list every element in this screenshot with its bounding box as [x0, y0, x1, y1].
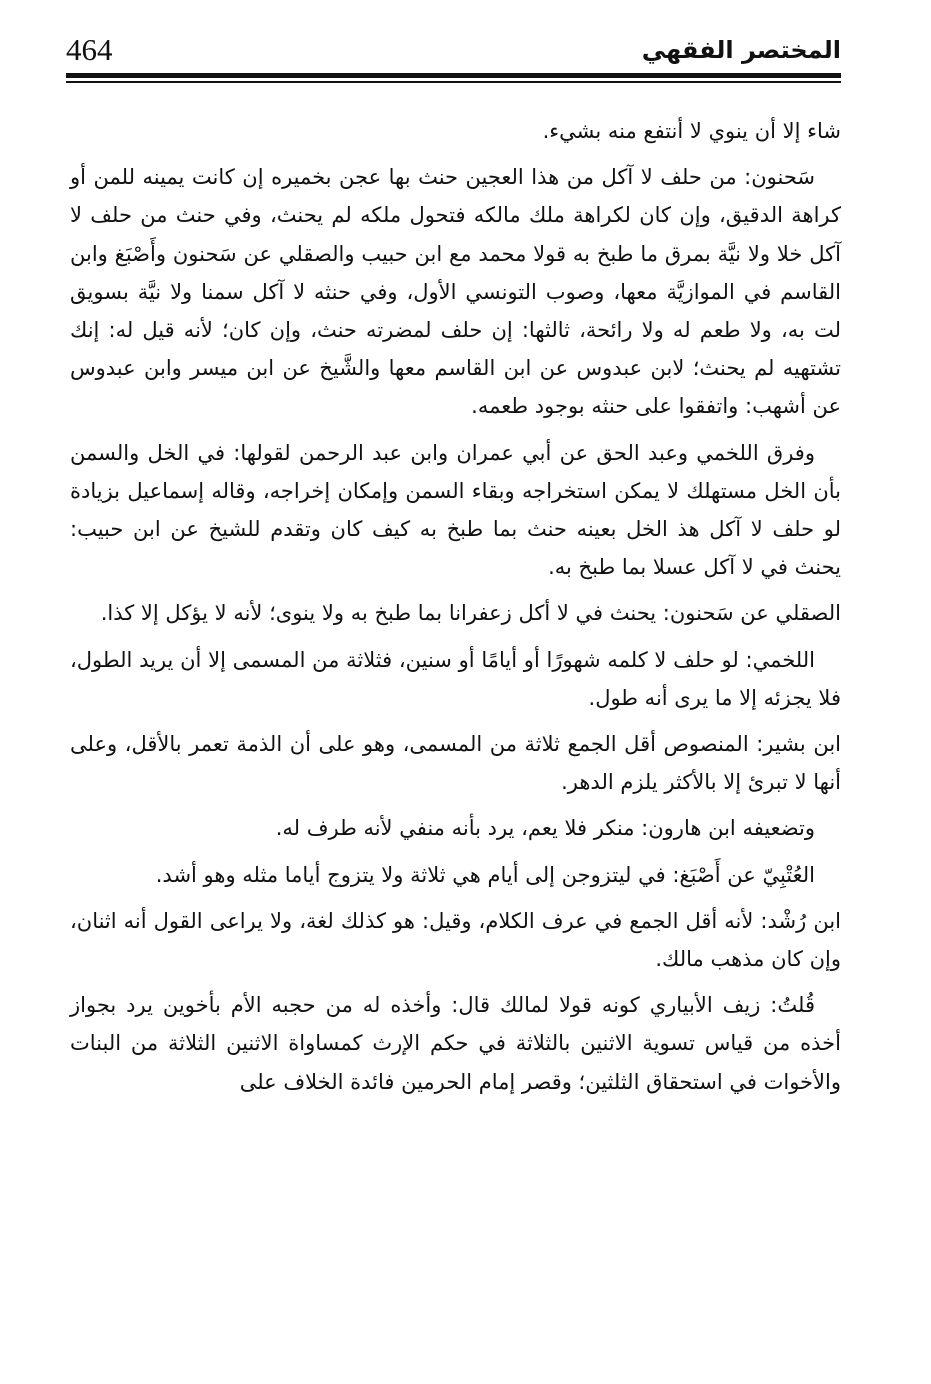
- paragraph: سَحنون: من حلف لا آكل من هذا العجين حنث بها عجن بخميره إن كانت يمينه للمن أو كراهة الدقيق، وإن كان لكراهة ملك مالكه فتحول ملكه لم يحنث، وفي حنث من حلف لا آكل خلا ولا نيَّة بمرق ما طبخ به قولا محمد مع ابن حبيب والصقلي عن سَحنون وأَصْبَغ وابن القاسم في الموازيَّة معها، وصوب التونسي الأول، وفي حنثه لا آكل سمنا ولا نيَّة بسويق لت به، ولا طعم له ولا رائحة، ثالثها: إن حلف لمضرته حنث، وإن كان؛ لأنه قيل له: إنك تشتهيه لم يحنث؛ لابن عبدوس عن ابن القاسم معها والشَّيخ عن ابن ميسر وابن عبدوس عن أشهب: واتفقوا على حنثه بوجود طعمه.: [70, 165, 841, 419]
- main-text: [70, 112, 841, 1109]
- paragraph: ابن رُشْد: لأنه أقل الجمع في عرف الكلام، وقيل: هو كذلك لغة، ولا يراعى القول أنه اثنان، وإن كان مذهب مالك.: [70, 908, 841, 972]
- paragraph: اللخمي: لو حلف لا كلمه شهورًا أو أيامًا أو سنين، فثلاثة من المسمى إلا أن يريد الطول، فلا يجزئه إلا ما يرى أنه طول.: [70, 647, 841, 710]
- running-title: المختصر الفقهي: [641, 36, 841, 64]
- paragraph: شاء إلا أن ينوي لا أنتفع منه بشيء.: [542, 119, 841, 143]
- paragraph: قُلتُ: زيف الأبياري كونه قولا لمالك قال: وأخذه له من حجبه الأم بأخوين يرد بجواز أخذه من قياس تسوية الاثنين بالثلاثة في حكم الإرث كمساواة الاثنين الثلاثة من البنات والأخوات في استحقاق الثلثين؛ وقصر إمام الحرمين فائدة الخلاف على: [70, 993, 841, 1094]
- page-number: 464: [66, 32, 113, 67]
- page-header: [66, 30, 841, 74]
- header-rule-thick: [66, 73, 841, 78]
- paragraph: العُتْبِيّ عن أَصْبَغ: في ليتزوجن إلى أيام هي ثلاثة ولا يتزوج أياما مثله وهو أشد.: [155, 862, 815, 887]
- header-rule-thin: [66, 81, 841, 83]
- paragraph: وتضعيفه ابن هارون: منكر فلا يعم، يرد بأنه منفي لأنه طرف له.: [275, 816, 815, 841]
- paragraph: الصقلي عن سَحنون: يحنث في لا أكل زعفرانا بما طبخ به ولا ينوى؛ لأنه لا يؤكل إلا كذا.: [100, 601, 841, 626]
- paragraph: ابن بشير: المنصوص أقل الجمع ثلاثة من المسمى، وهو على أن الذمة تعمر بالأقل، وعلى أنها لا تبرئ إلا بالأكثر يلزم الدهر.: [70, 732, 841, 795]
- paragraph: وفرق اللخمي وعبد الحق عن أبي عمران وابن عبد الرحمن لقولها: في الخل والسمن بأن الخل مستهلك لا يمكن استخراجه وبقاء السمن وإمكان إخراجه، وقاله إسماعيل بزيادة لو حلف لا آكل هذ الخل بعينه حنث بما طبخ به كيف كان وتقدم للشيخ عن ابن حبيب: يحنث في لا آكل عسلا بما طبخ به.: [70, 440, 841, 580]
